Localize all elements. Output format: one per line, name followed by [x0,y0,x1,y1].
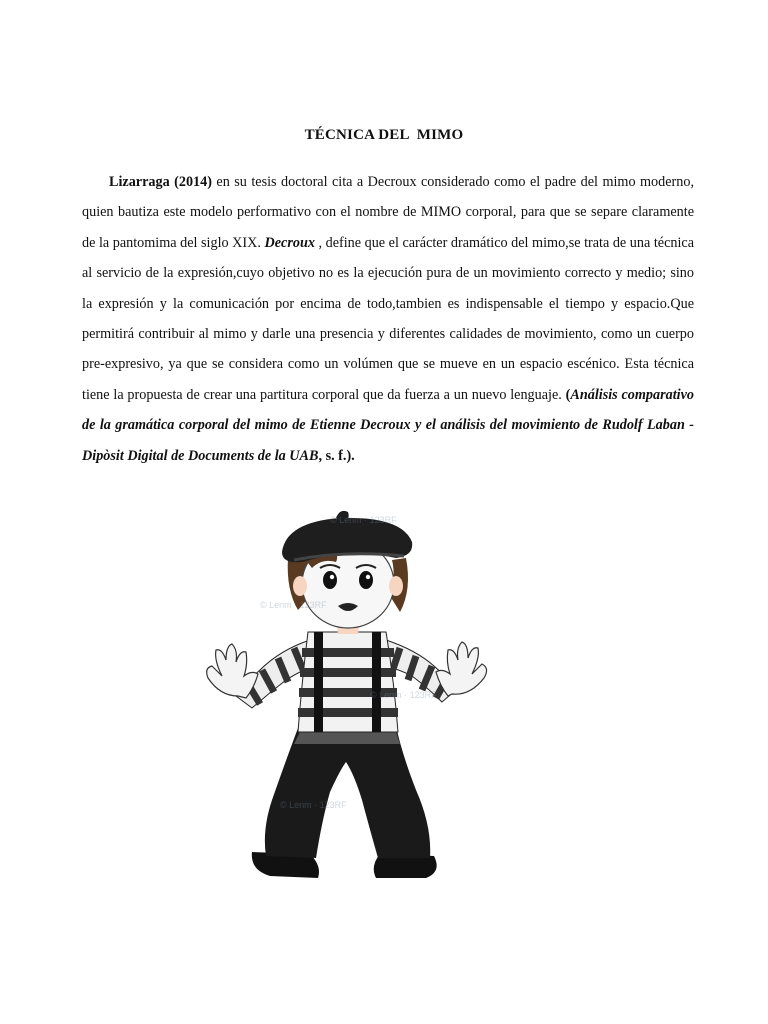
citation-end: , s. f.). [318,447,355,464]
watermark-text: © Lenm · 123RF [280,800,347,810]
watermark-text: © Lenm · 123RF [370,690,437,700]
author-citation: Lizarraga (2014) [109,174,212,190]
citation-open: ( [565,386,571,403]
citation-title: Análisis comparativo de la gramática corporal del mimo de Etienne Decroux y el análisis del movimiento de Rudolf Laban - Dipòsit Digital de Documents de la UAB [82,386,694,464]
decroux-name: Decroux [264,234,315,251]
mime-character-icon [190,500,500,890]
paragraph-text-2: , define que el carácter dramático del mimo,se trata de una técnica al servicio de la expresión,cuyo objetivo no es la ejecución pura de un movimiento correcto y medio; sino la expresión y la comunicación por encima de todo,tambien es indispensable el tiempo y espacio.Que permitirá contribuir al mimo y darle una presencia y diferentes calidades de movimiento, como un cuerpo pre-expresivo, ya que se considera como un volúmen que se mueve en un espacio escénico. Esta técnica tiene la propuesta de crear una partitura corporal que da fuerza a un nuevo lenguaje. [82,234,694,403]
watermark-text: © Lenm · 123RF [330,515,397,525]
mime-illustration [190,500,500,890]
body-paragraph [82,167,694,471]
paragraph-text-1: en su tesis doctoral cita a Decroux considerado como el padre del mimo moderno, quien bautiza este modelo performativo con el nombre de MIMO corporal, para que se separe claramente de la pantomima del siglo XIX. [82,174,694,251]
watermark-text: © Lenm · 123RF [260,600,327,610]
page-title: TÉCNICA DEL MIMO [304,127,464,143]
